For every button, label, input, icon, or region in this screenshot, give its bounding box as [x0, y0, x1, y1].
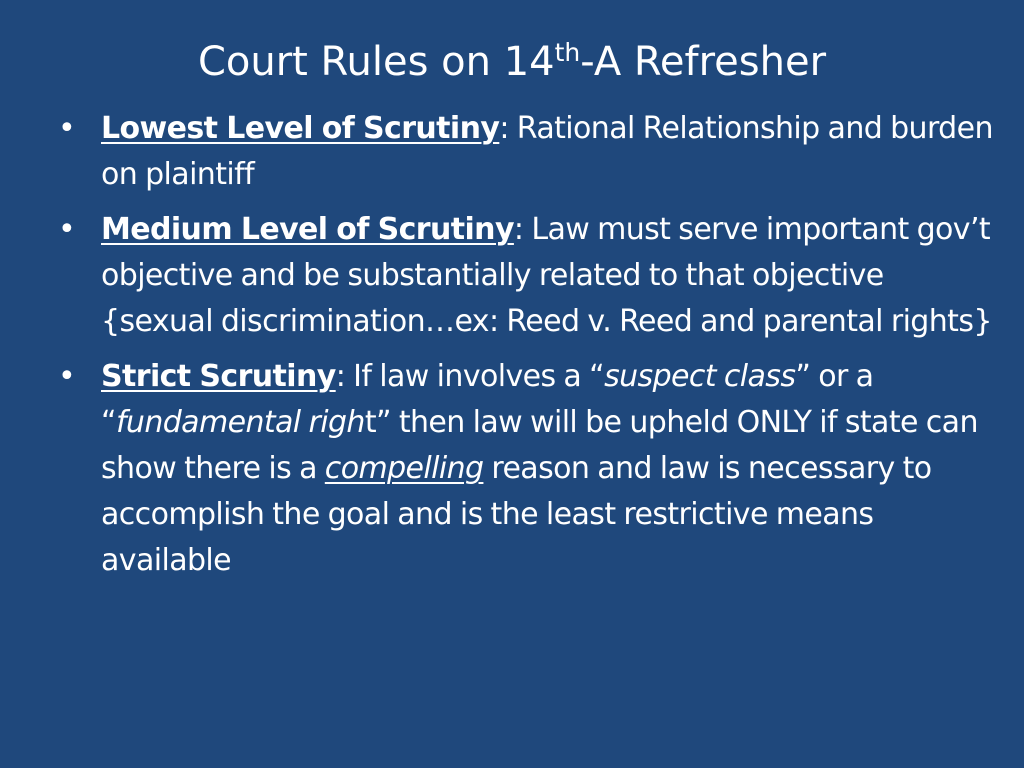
desc-strict-part-a: : If law involves a “ — [335, 359, 605, 394]
term-medium-scrutiny: Medium Level of Scrutiny — [101, 212, 514, 247]
slide-title — [0, 34, 1024, 90]
emphasis-compelling: compelling — [324, 451, 484, 486]
term-strict-scrutiny: Strict Scrutiny — [101, 359, 336, 394]
desc-lowest-scrutiny: : Rational Relationship and burden on plaintiff — [101, 111, 993, 192]
bullet-medium-scrutiny — [58, 207, 998, 345]
bullet-icon: • — [58, 212, 76, 247]
bullet-strict-scrutiny — [58, 354, 998, 584]
italic-suspect-class: suspect class — [604, 359, 796, 394]
term-lowest-scrutiny: Lowest Level of Scrutiny — [101, 111, 500, 146]
title-superscript: th — [554, 38, 581, 67]
desc-strict-part-c: t” then law will be upheld ONLY if state can show there is a — [101, 405, 978, 486]
title-text-end: -A Refresher — [580, 39, 827, 85]
bullet-lowest-scrutiny — [58, 106, 998, 198]
desc-medium-scrutiny: : Law must serve important gov’t objective and be substantially related to that objective {sexual discrimination…ex: Reed v. Reed and parental rights} — [101, 212, 992, 339]
bullet-list — [58, 106, 998, 593]
bullet-icon: • — [58, 111, 76, 146]
italic-fundamental-right: fundamental righ — [115, 405, 365, 440]
desc-strict-part-b: ” or a “ — [101, 359, 874, 440]
desc-strict-part-d: reason and law is necessary to accomplish the goal and is the least restrictive means available — [101, 451, 932, 578]
title-text: Court Rules on 14 — [197, 39, 555, 85]
bullet-icon: • — [58, 359, 76, 394]
